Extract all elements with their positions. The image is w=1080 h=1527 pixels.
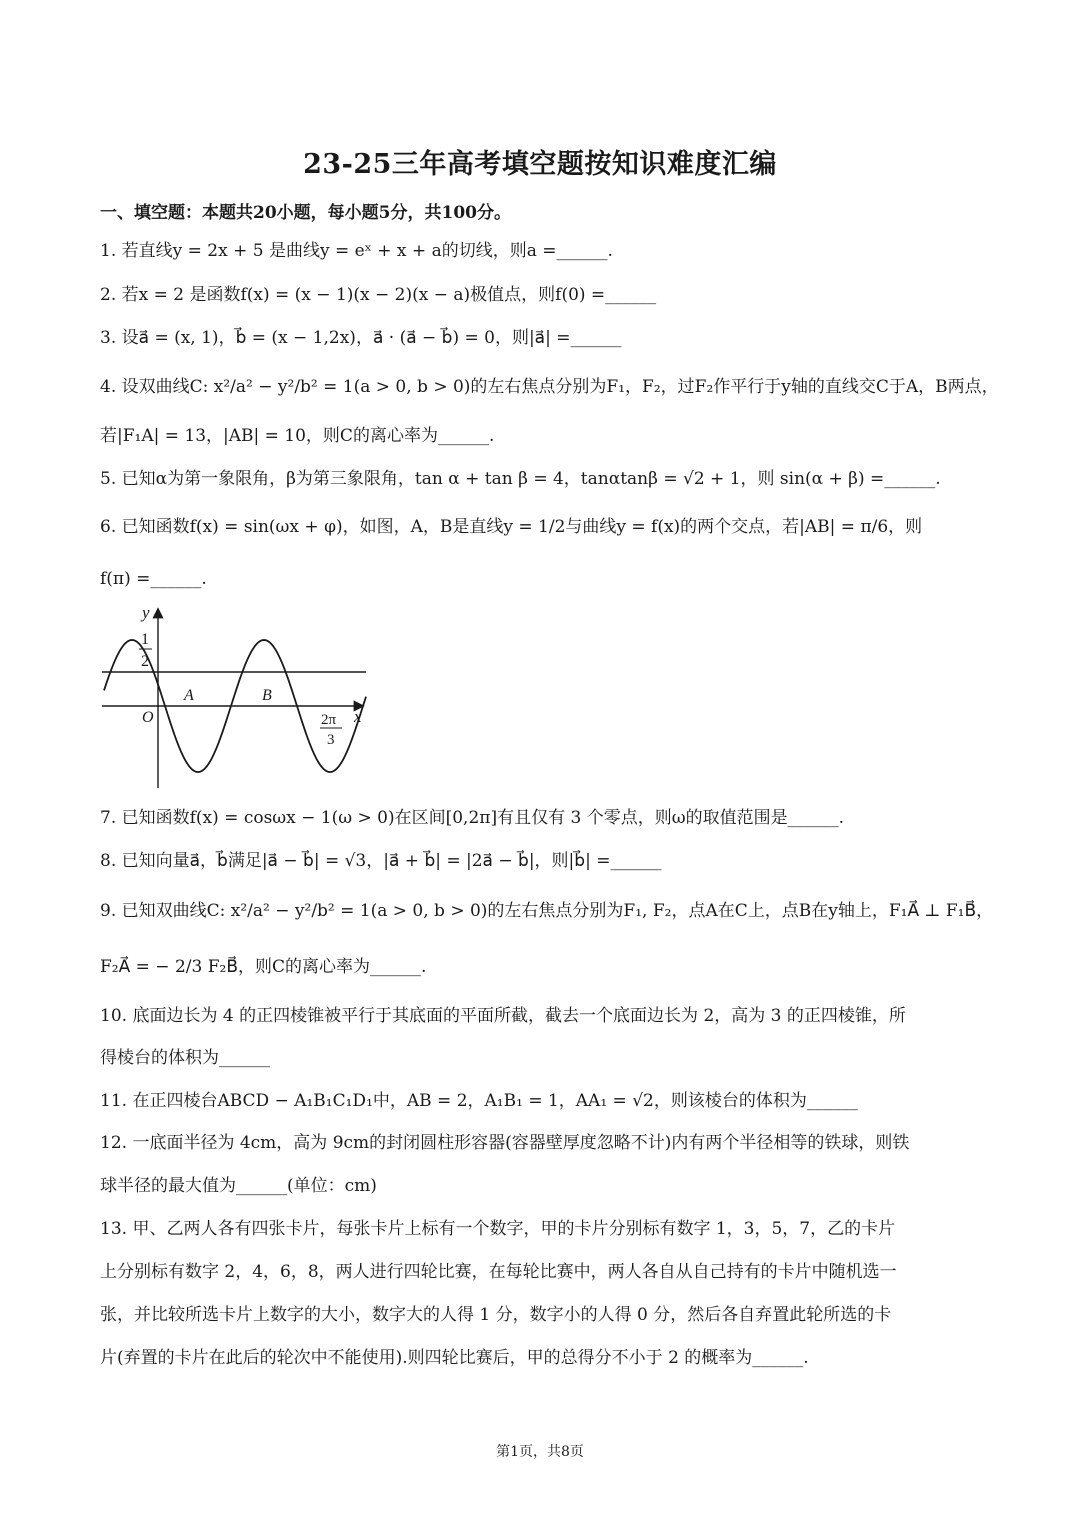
question-line: 3. 设a⃗ = (x, 1)，b⃗ = (x − 1,2x)，a⃗ · (a⃗ − b⃗) = 0，则|a⃗| =______ [100,328,622,348]
question-line: 7. 已知函数f(x) = cosωx − 1(ω > 0)在区间[0,2π]有且仅有 3 个零点，则ω的取值范围是______. [100,808,844,828]
question-line: 9. 已知双曲线C: x²/a² − y²/b² = 1(a > 0, b > 0)的左右焦点分别为F₁, F₂，点A在C上，点B在y轴上，F₁A⃗ ⊥ F₁B⃗， [100,901,994,921]
question-line: 片(弃置的卡片在此后的轮次中不能使用).则四轮比赛后，甲的总得分不小于 2 的概率为______. [100,1348,809,1368]
tick-two-pi-third-denominator: 3 [327,732,335,748]
question-line: 若|F₁A| = 13，|AB| = 10，则C的离心率为______. [100,426,495,446]
question-line: 5. 已知α为第一象限角，β为第三象限角，tan α + tan β = 4，tanαtanβ = √2 + 1，则 sin(α + β) =______. [100,469,941,489]
half-label-denominator: 2 [141,653,149,670]
question-line: F₂A⃗ = − 2/3 F₂B⃗，则C的离心率为______. [100,957,427,977]
question-line: 10. 底面边长为 4 的正四棱锥被平行于其底面的平面所截，截去一个底面边长为 2，高为 3 的正四棱锥，所 [100,1006,906,1026]
y-axis-label: y [142,603,150,622]
question-line: 2. 若x = 2 是函数f(x) = (x − 1)(x − 2)(x − a)极值点，则f(0) =______ [100,285,657,305]
page-footer: 第1页，共8页 [496,1444,584,1460]
question-line: 8. 已知向量a⃗，b⃗满足|a⃗ − b⃗| = √3，|a⃗ + b⃗| = |2a⃗ − b⃗|，则|b⃗| =______ [100,851,662,871]
question-line: 11. 在正四棱台ABCD − A₁B₁C₁D₁中，AB = 2，A₁B₁ = 1，AA₁ = √2，则该棱台的体积为______ [100,1091,858,1111]
page-title: 23-25三年高考填空题按知识难度汇编 [303,149,777,180]
x-axis-label: x [354,707,362,726]
tick-two-pi-third-numerator: 2π [321,712,337,728]
point-a-label: A [184,687,194,704]
point-b-label: B [262,687,272,704]
question-line: 6. 已知函数f(x) = sin(ωx + φ)，如图，A，B是直线y = 1/2与曲线y = f(x)的两个交点，若|AB| = π/6，则 [100,517,923,537]
question-line: 张，并比较所选卡片上数字的大小，数字大的人得 1 分，数字小的人得 0 分，然后各自弃置此轮所选的卡 [100,1305,892,1325]
question-line: 12. 一底面半径为 4cm，高为 9cm的封闭圆柱形容器(容器壁厚度忽略不计)内有两个半径相等的铁球，则铁 [100,1133,910,1153]
question-line: 得棱台的体积为______ [100,1048,270,1068]
origin-label: O [142,709,154,726]
question-line: f(π) =______. [100,569,207,589]
sine-graph-figure [96,600,376,790]
question-line: 13. 甲、乙两人各有四张卡片，每张卡片上标有一个数字，甲的卡片分别标有数字 1，3，5，7，乙的卡片 [100,1219,896,1239]
question-line: 上分别标有数字 2，4，6，8，两人进行四轮比赛，在每轮比赛中，两人各自从自己持有的卡片中随机选一 [100,1262,897,1282]
half-label-numerator: 1 [141,631,149,648]
question-line: 4. 设双曲线C: x²/a² − y²/b² = 1(a > 0, b > 0)的左右焦点分别为F₁，F₂，过F₂作平行于y轴的直线交C于A，B两点， [100,377,999,397]
section-heading: 一、填空题：本题共20小题，每小题5分，共100分。 [100,203,511,223]
question-line: 球半径的最大值为______(单位：cm) [100,1176,377,1196]
question-line: 1. 若直线y = 2x + 5 是曲线y = eˣ + x + a的切线，则a =______. [100,241,613,261]
